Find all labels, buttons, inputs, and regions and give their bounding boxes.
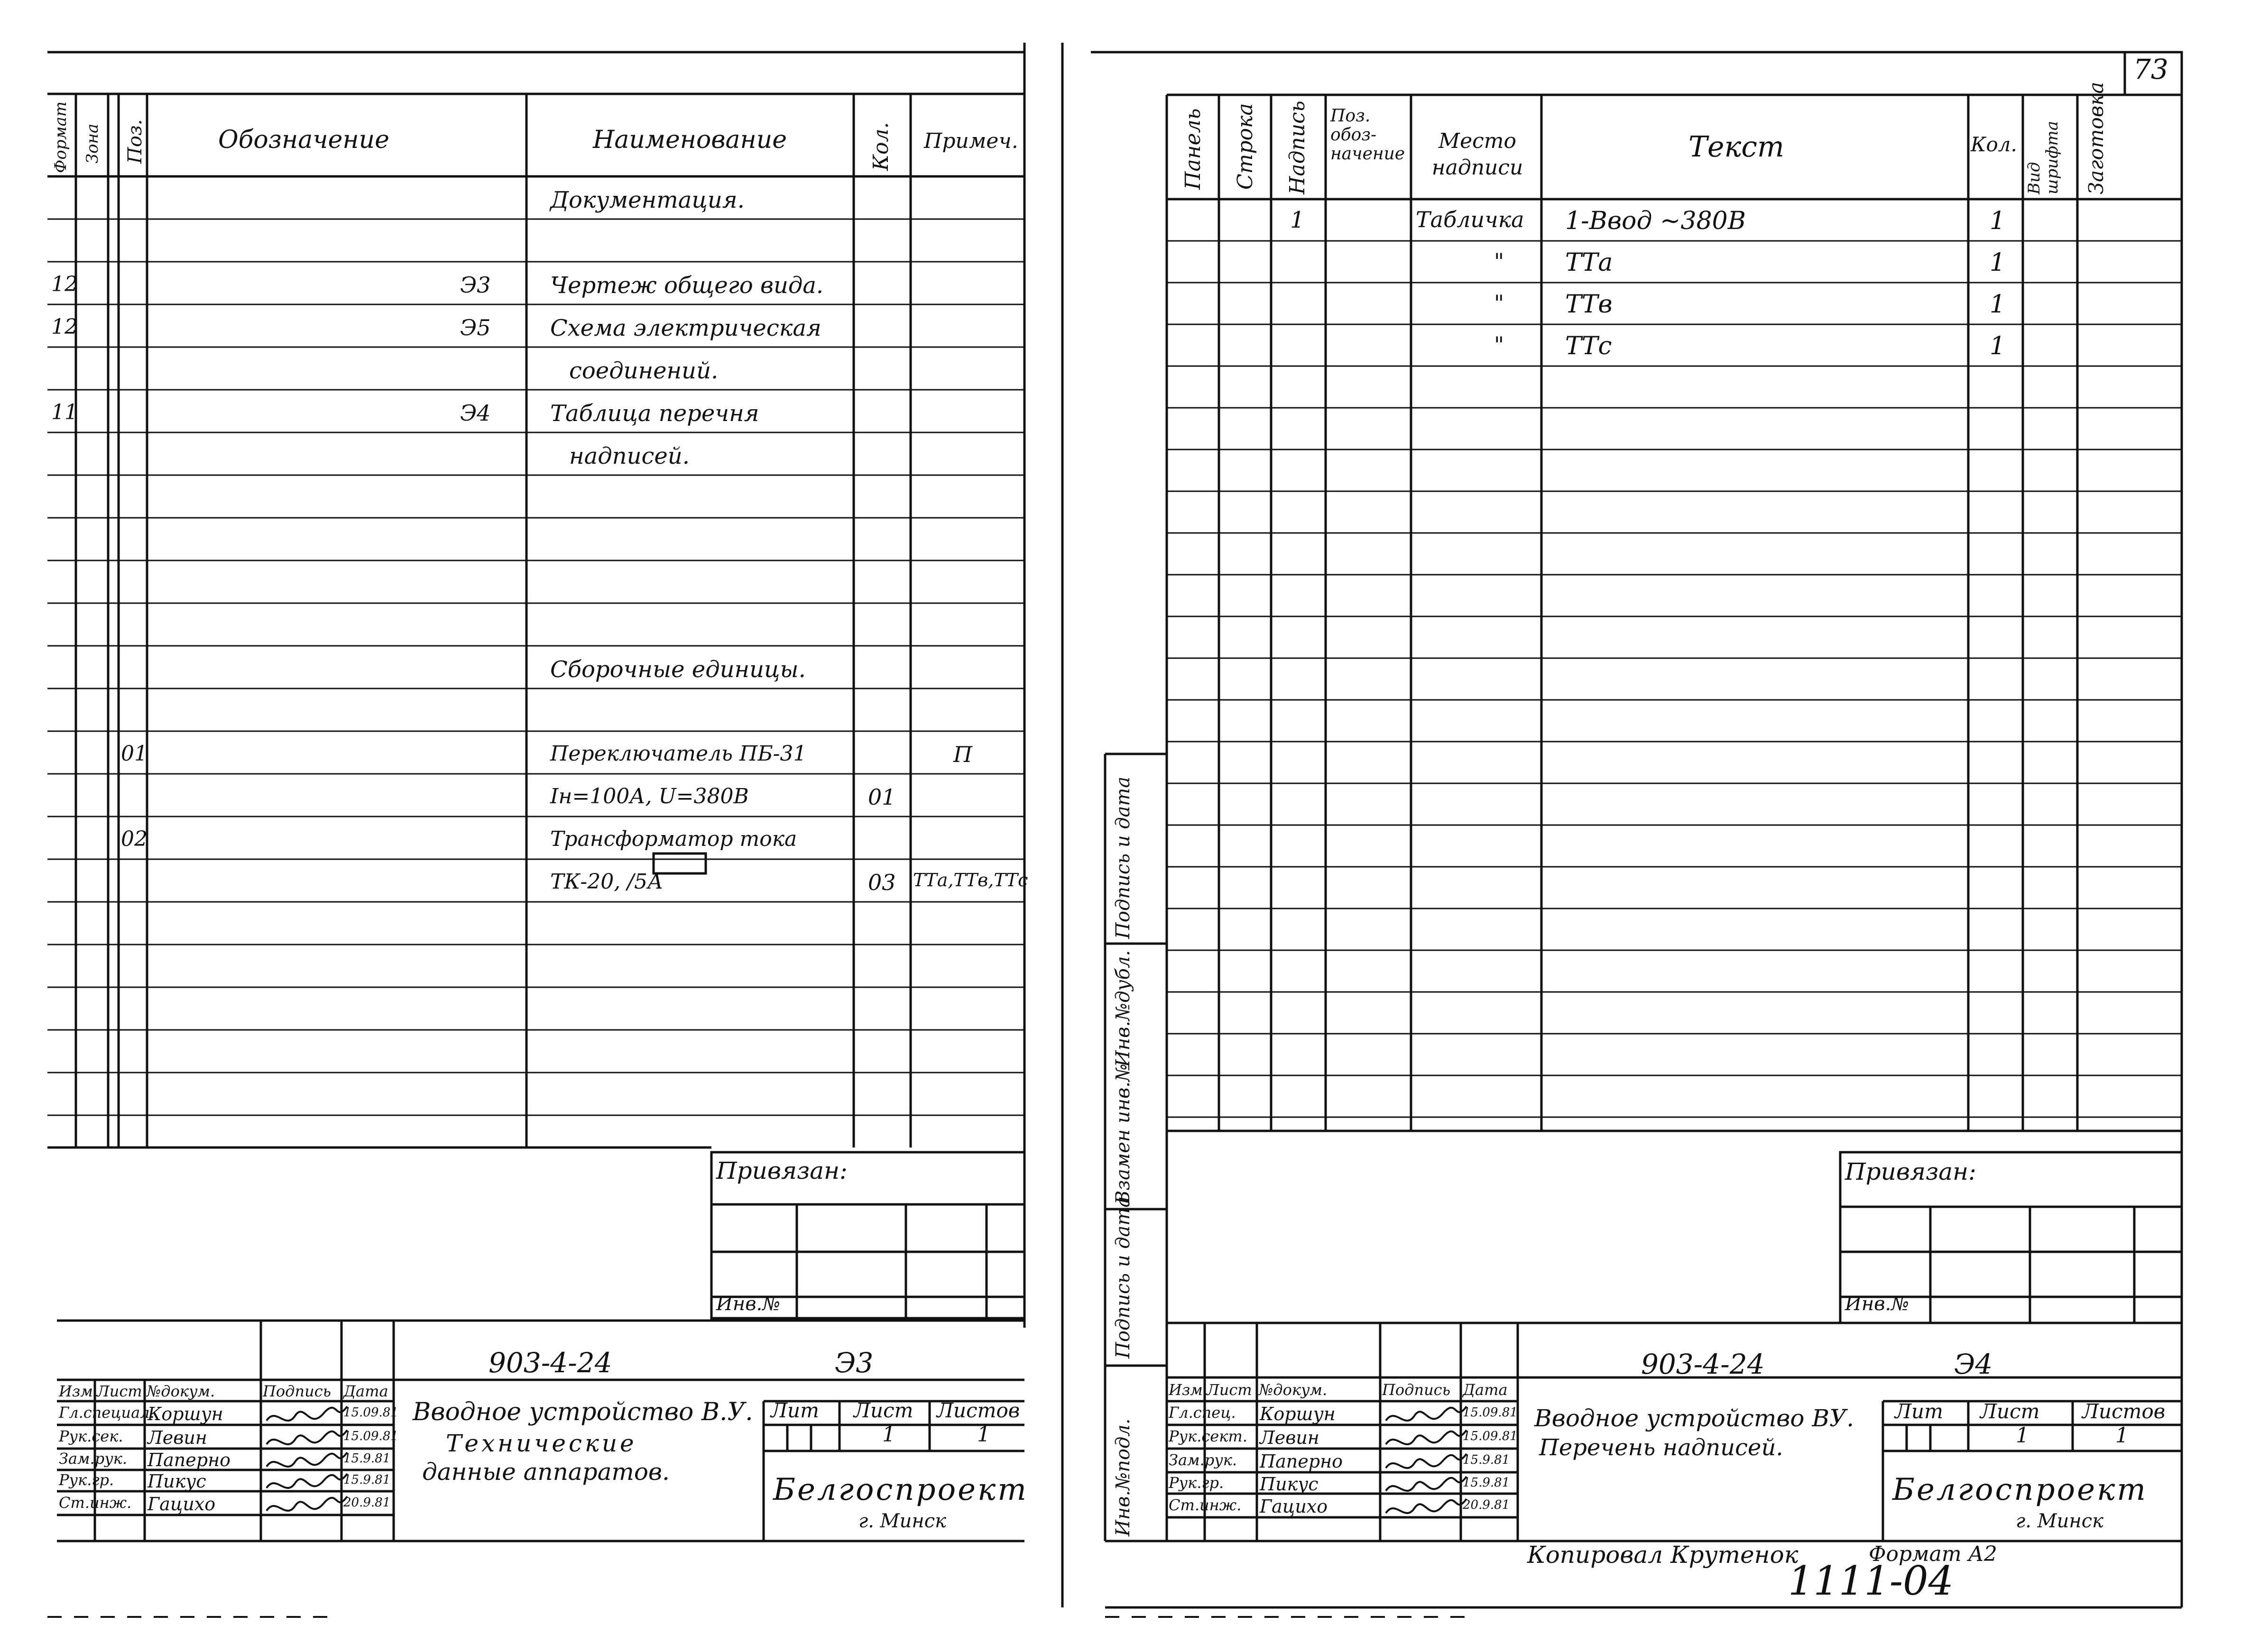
stamp-col-header: Дата <box>343 1382 388 1400</box>
stamp-col-header: №докум. <box>147 1382 215 1400</box>
header-qty-r: Кол. <box>1971 133 2017 156</box>
row-name: ТК-20, /5А <box>550 870 664 894</box>
stamp-role: Ст.инж. <box>1169 1496 1242 1514</box>
stamp-role: Зам.рук. <box>59 1450 128 1468</box>
row-qty: 01 <box>868 784 896 810</box>
stamp-role: Ст.инж. <box>59 1494 132 1512</box>
page-number: 73 <box>2133 53 2168 85</box>
header-pos-designation: Поз. обоз- начение <box>1330 106 1405 164</box>
left-doc-code: 903-4-24 <box>489 1347 612 1379</box>
stamp-name: Коршун <box>148 1404 223 1424</box>
left-lit-label: Лит <box>771 1399 819 1422</box>
side-inv-dubl: Инв.№дубл. <box>1112 950 1134 1067</box>
left-sheet-label: Лист <box>854 1399 913 1422</box>
stamp-date: 15.09.81 <box>1463 1405 1518 1420</box>
header-name: Наименование <box>593 126 787 154</box>
right-city: г. Минск <box>2016 1510 2103 1532</box>
row-format: 12 <box>51 315 78 339</box>
left-sheet-code: Э3 <box>835 1347 874 1379</box>
right-title-2: Перечень надписей. <box>1539 1434 1783 1461</box>
signature-scribble <box>1386 1499 1466 1513</box>
row-name: Сборочные единицы. <box>550 656 806 683</box>
stamp-date: 15.09.81 <box>1463 1429 1518 1443</box>
stamp-role: Гл.специал. <box>59 1404 155 1422</box>
stamp-name: Паперно <box>148 1450 231 1470</box>
row-text: 1-Ввод ~380В <box>1565 207 1746 235</box>
signature-scribble <box>1386 1477 1466 1491</box>
left-privyazan: Привязан: <box>716 1157 848 1184</box>
row-text: ТТв <box>1565 290 1613 319</box>
stamp-name: Гацихо <box>1260 1496 1328 1517</box>
row-pos: 02 <box>121 827 148 851</box>
right-org: Белгоспроект <box>1892 1472 2148 1507</box>
side-vzamen: Взамен инв.№ <box>1112 1064 1134 1204</box>
row-name: Таблица перечня <box>550 400 759 427</box>
stamp-name: Левин <box>148 1427 207 1448</box>
header-line: Строка <box>1233 103 1257 190</box>
right-sheet-label: Лист <box>1980 1400 2040 1423</box>
left-org: Белгоспроект <box>773 1472 1028 1507</box>
header-designation: Обозначение <box>218 126 389 154</box>
header-qty: Кол. <box>869 122 893 171</box>
row-place: " <box>1494 332 1504 358</box>
stamp-role: Рук.сек. <box>59 1427 123 1445</box>
stamp-col-header: Лист <box>1207 1381 1252 1399</box>
stamp-date: 15.9.81 <box>343 1473 391 1487</box>
stamp-role: Зам.рук. <box>1169 1451 1237 1469</box>
row-format: 11 <box>51 400 78 424</box>
row-designation: Э5 <box>460 315 491 340</box>
signature-scribble <box>267 1452 347 1467</box>
signature-scribble <box>1386 1454 1466 1468</box>
row-text: ТТа <box>1565 248 1613 277</box>
row-place: " <box>1494 248 1504 274</box>
row-designation: Э4 <box>460 400 491 426</box>
side-sign-date-2: Подпись и дата <box>1112 776 1134 939</box>
left-title-2: Технические <box>446 1430 637 1457</box>
side-inv-podl: Инв.№подл. <box>1112 1418 1134 1536</box>
row-qty: 1 <box>1990 207 2006 235</box>
row-note: П <box>953 742 973 767</box>
stamp-name: Коршун <box>1260 1404 1336 1424</box>
signature-scribble <box>1386 1430 1466 1444</box>
stamp-col-header: Подпись <box>1382 1381 1451 1399</box>
left-inv-no: Инв.№ <box>716 1293 781 1315</box>
header-place: Место надписи <box>1431 129 1523 180</box>
footer-number: 1111-04 <box>1788 1558 1954 1604</box>
left-title-1: Вводное устройство В.У. <box>413 1398 753 1426</box>
right-lit-label: Лит <box>1895 1400 1943 1423</box>
row-name: соединений. <box>569 358 719 384</box>
left-sheet-no: 1 <box>882 1423 895 1447</box>
signature-scribble <box>267 1430 347 1444</box>
stamp-date: 15.9.81 <box>343 1451 391 1466</box>
row-name: Документация. <box>550 187 745 213</box>
stamp-name: Пикус <box>148 1471 206 1492</box>
stamp-name: Левин <box>1260 1427 1319 1448</box>
stamp-role: Рук.гр. <box>59 1471 114 1489</box>
footer-format: Формат А2 <box>1869 1542 1997 1566</box>
stamp-name: Паперно <box>1260 1451 1343 1472</box>
row-name: Переключатель ПБ-31 <box>550 742 807 766</box>
header-pos: Поз. <box>124 119 146 164</box>
stamp-date: 15.9.81 <box>1463 1476 1510 1490</box>
stamp-date: 15.09.81 <box>343 1429 398 1443</box>
stamp-date: 20.9.81 <box>1463 1498 1510 1512</box>
row-text: ТТс <box>1565 332 1612 360</box>
row-inscription-no: 1 <box>1290 207 1305 233</box>
signature-scribble <box>267 1474 347 1488</box>
signature-scribble <box>267 1496 347 1511</box>
row-name: Чертеж общего вида. <box>550 272 824 299</box>
stamp-role: Гл.спец. <box>1169 1404 1236 1422</box>
stamp-date: 15.09.81 <box>343 1405 398 1420</box>
left-sheets-label: Листов <box>937 1399 1020 1422</box>
right-sheet-no: 1 <box>2016 1423 2029 1448</box>
right-inv-no: Инв.№ <box>1845 1293 1909 1315</box>
side-sign-date-1: Подпись и дата <box>1112 1196 1134 1358</box>
right-title-1: Вводное устройство ВУ. <box>1534 1404 1854 1432</box>
stamp-role: Рук.сект. <box>1169 1427 1247 1445</box>
row-name: надписей. <box>569 443 690 469</box>
stamp-col-header: Лист <box>97 1382 142 1400</box>
row-qty: 03 <box>868 870 896 895</box>
stamp-col-header: Изм. <box>59 1382 98 1400</box>
header-format: Формат <box>51 101 70 173</box>
header-note: Примеч. <box>924 129 1018 153</box>
stamp-col-header: Подпись <box>263 1382 332 1400</box>
right-sheets-total: 1 <box>2115 1423 2129 1448</box>
header-zone: Зона <box>83 123 102 164</box>
row-name: Iн=100А, U=380В <box>550 784 749 808</box>
row-name: Трансформатор тока <box>550 827 797 851</box>
header-text: Текст <box>1688 130 1784 164</box>
row-name: Схема электрическая <box>550 315 821 341</box>
stamp-date: 15.9.81 <box>1463 1453 1510 1467</box>
header-inscription: Надпись <box>1285 101 1310 194</box>
header-font: Вид шрифта <box>2025 121 2062 194</box>
header-panel: Панель <box>1181 108 1205 190</box>
right-sheets-label: Листов <box>2082 1400 2166 1423</box>
footer-copied: Копировал Крутенок <box>1527 1541 1798 1569</box>
right-sheet-code: Э4 <box>1954 1348 1993 1380</box>
signature-scribble <box>1386 1406 1466 1421</box>
row-designation: Э3 <box>460 272 491 298</box>
left-title-3: данные аппаратов. <box>422 1458 670 1486</box>
row-format: 12 <box>51 272 78 296</box>
stamp-col-header: №докум. <box>1259 1381 1328 1399</box>
row-pos: 01 <box>121 742 148 766</box>
right-privyazan: Привязан: <box>1845 1158 1976 1185</box>
row-note: ТТа,ТТв,ТТс <box>913 870 1028 890</box>
stamp-name: Пикус <box>1260 1474 1319 1495</box>
stamp-role: Рук.гр. <box>1169 1474 1224 1492</box>
header-blank: Заготовка <box>2084 82 2108 194</box>
row-qty: 1 <box>1990 290 2006 319</box>
right-doc-code: 903-4-24 <box>1641 1348 1765 1380</box>
row-place: Табличка <box>1416 207 1524 232</box>
left-city: г. Минск <box>858 1510 946 1532</box>
stamp-col-header: Изм. <box>1169 1381 1208 1399</box>
stamp-col-header: Дата <box>1463 1381 1508 1399</box>
signature-scribble <box>267 1406 347 1421</box>
left-sheets-total: 1 <box>977 1423 990 1447</box>
stamp-date: 20.9.81 <box>343 1496 391 1510</box>
row-place: " <box>1494 290 1504 316</box>
stamp-name: Гацихо <box>148 1494 216 1514</box>
row-qty: 1 <box>1990 332 2006 360</box>
row-qty: 1 <box>1990 248 2006 277</box>
